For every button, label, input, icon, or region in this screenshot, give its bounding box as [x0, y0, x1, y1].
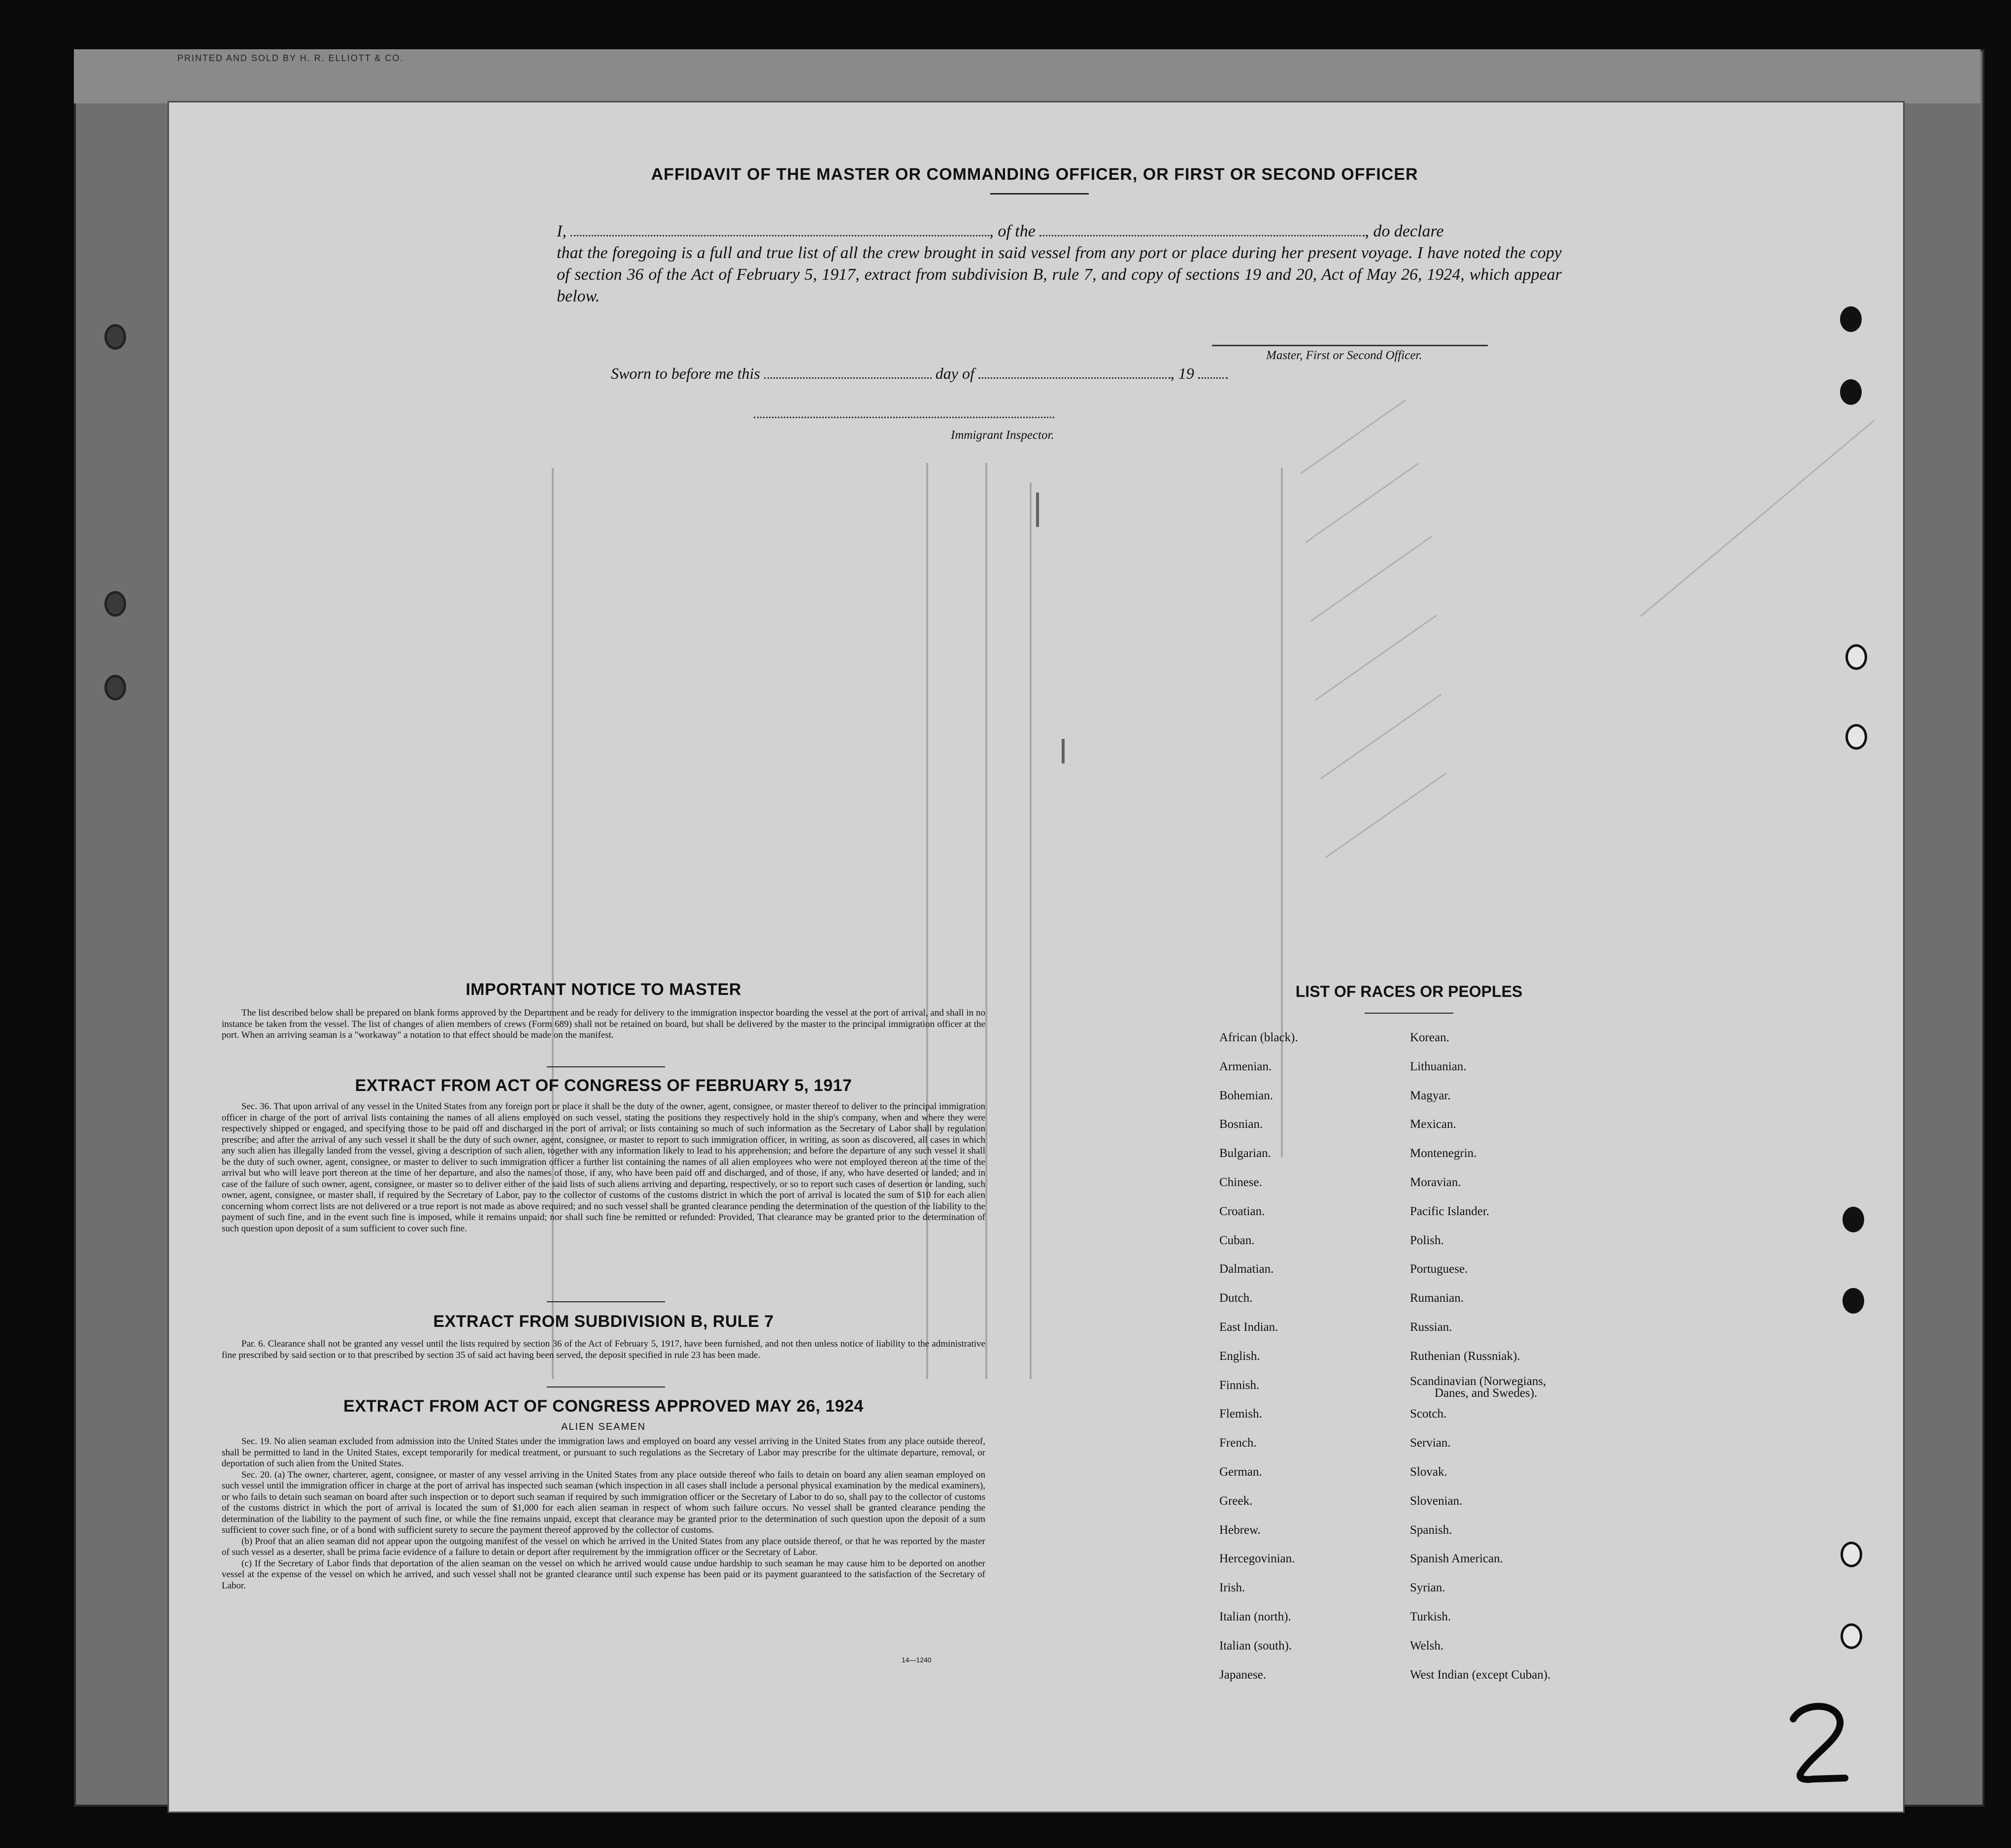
binder-hole	[104, 591, 126, 617]
race-item-line: Scandinavian (Norwegians,	[1410, 1374, 1546, 1388]
race-item: Moravian.	[1410, 1175, 1461, 1189]
notice-heading: IMPORTANT NOTICE TO MASTER	[466, 980, 741, 999]
affidavit-text	[557, 221, 1562, 307]
extract-1917-text	[222, 1101, 985, 1234]
race-item: Flemish.	[1219, 1407, 1262, 1421]
race-item: Chinese.	[1219, 1175, 1262, 1189]
race-item: Hercegovinian.	[1219, 1552, 1295, 1566]
extract-1924-text	[222, 1436, 985, 1591]
bleed-through-rule	[926, 463, 928, 1379]
sworn-statement	[611, 364, 1228, 383]
race-item: Portuguese.	[1410, 1262, 1468, 1276]
race-item: Welsh.	[1410, 1639, 1444, 1652]
binder-hole	[104, 675, 126, 700]
inspector-signature-label: Immigrant Inspector.	[951, 429, 1054, 442]
handwritten-page-number	[1783, 1699, 1852, 1788]
race-item: Lithuanian.	[1410, 1059, 1467, 1073]
race-item: Dutch.	[1219, 1291, 1253, 1305]
race-item: Japanese.	[1219, 1668, 1267, 1682]
vessel-blank-field[interactable]	[1039, 222, 1365, 236]
notice-paragraph: The list described below shall be prepared on blank forms approved by the Department and be ready for delivery to the immigration inspector boarding the vessel at the port of arrival, and shall in no instance be taken from the vessel. The list of changes of alien members of crews (Form 689) shall not be retained on board, but shall be delivered by the master to the principal immigration officer at the port. When an arriving seaman is a "workaway" a notation to that effect should be made on the manifest.	[222, 1008, 985, 1040]
sec-36-paragraph: Sec. 36. That upon arrival of any vessel in the United States from any foreign port or place it shall be the duty of the owner, agent, consignee, or master thereof to deliver to the principal immigration officer in charge of the port of arrival lists containing the names of all aliens employed on such vessel, stating the positions they respectively hold in the ship's company, when and where they were respectively shipped or engaged, and specifying those to be paid off and discharged in the port of arrival; or lists containing so much of such information as the Secretary of Labor shall by regulation prescribe; and after the arrival of any such vessel it shall be the duty of such owner, agent, consignee, or master to report to such immigration officer, in writing, as soon as discovered, all cases in which any such alien has illegally landed from the vessel, giving a description of such alien, together with any information likely to lead to his apprehension; and before the departure of any such vessel it shall be the duty of such owner, agent, consignee, or master to deliver to such immigration officer a further list containing the names of all alien employees who were not employed thereon at the time of the arrival but who will leave port thereon at the time of her departure, and also the names of those, if any, who have been paid off and discharged, and of those, if any, who have deserted or landed; and in case of the failure of such owner, agent, consignee, or master so to deliver either of the said lists of such aliens arriving and departing, respectively, or so to report such cases of desertion or landing, such owner, agent, consignee, or master shall, if required by the Secretary of Labor, pay to the collector of customs of the customs district in which the port of arrival is located the sum of $10 for each alien concerning whom correct lists are not delivered or a true report is not made as above required; and no such vessel shall be granted clearance pending the determination of the question of the liability to the payment of such fine, and in the event such fine is imposed, while it remains unpaid; nor shall such fine be remitted or refunded: Provided, That clearance may be granted prior to the determination of such question upon deposit of a sum sufficient to cover such fine.	[222, 1101, 985, 1234]
race-item: Mexican.	[1410, 1118, 1456, 1131]
binder-hole	[1843, 1207, 1864, 1232]
race-item: West Indian (except Cuban).	[1410, 1668, 1551, 1682]
printer-imprint: PRINTED AND SOLD BY H. R. ELLIOTT & CO.	[177, 53, 404, 63]
race-item: Bulgarian.	[1219, 1147, 1271, 1160]
race-item	[1410, 1371, 1550, 1400]
race-item: Scotch.	[1410, 1407, 1447, 1421]
race-item: Rumanian.	[1410, 1291, 1464, 1305]
alien-seamen-subheading: ALIEN SEAMEN	[561, 1421, 646, 1432]
extract-rule7-heading: EXTRACT FROM SUBDIVISION B, RULE 7	[433, 1312, 774, 1331]
races-divider	[1365, 1013, 1453, 1014]
race-item: Spanish.	[1410, 1523, 1452, 1537]
section-divider	[547, 1386, 665, 1387]
affidavit-of-the: , of the	[989, 222, 1036, 240]
races-heading: LIST OF RACES OR PEOPLES	[1295, 983, 1523, 1000]
binder-hole	[1843, 1288, 1864, 1314]
race-item: English.	[1219, 1349, 1260, 1363]
race-item: Spanish American.	[1410, 1552, 1503, 1566]
binder-hole	[1845, 724, 1867, 750]
title-underline	[990, 193, 1089, 195]
pen-mark	[1036, 493, 1039, 527]
inspector-signature-line[interactable]	[754, 417, 1054, 418]
race-item: Finnish.	[1219, 1378, 1260, 1392]
race-item: Russian.	[1410, 1320, 1452, 1334]
race-item: Armenian.	[1219, 1059, 1272, 1073]
binder-hole	[104, 324, 126, 350]
notice-text	[222, 1008, 985, 1041]
sworn-day-of: day of	[935, 364, 974, 382]
extract-1924-heading: EXTRACT FROM ACT OF CONGRESS APPROVED MAY 26, 1924	[343, 1397, 864, 1416]
race-item: Greek.	[1219, 1494, 1253, 1508]
extract-rule7-text	[222, 1339, 985, 1361]
races-list-left	[1219, 1023, 1298, 1689]
bleed-through-rule	[552, 468, 554, 1379]
race-item: Slovak.	[1410, 1465, 1447, 1479]
pen-mark	[1062, 739, 1065, 763]
sec-20a-paragraph: Sec. 20. (a) The owner, charterer, agent, consignee, or master of any vessel arriving in the United States from any place outside thereof who fails to detain on board any alien seaman employed on such vessel until the immigration officer in charge at the port of arrival has inspected such seaman (which inspection in all cases shall include a personal physical examination by the medical examiners), or who fails to detain such seaman on board after such inspection or to deport such seaman if required by such immigration officer or the Secretary of Labor to do so, shall pay to the collector of customs of the customs district in which the port of arrival is located the sum of $1,000 for each alien seaman in respect of whom such failure occurs. No vessel shall be granted clearance pending the determination of the liability to the payment of such fine, or while the fine remains unpaid, except that clearance may be granted prior to the determination of such question upon the deposit of a sum sufficient to cover such fine, or of a bond with sufficient surety to secure the payment thereof approved by the collector of customs.	[222, 1469, 985, 1535]
race-item: Montenegrin.	[1410, 1147, 1477, 1160]
sworn-year-prefix: , 19	[1170, 364, 1194, 382]
sec-19-paragraph: Sec. 19. No alien seaman excluded from admission into the United States under the immigration laws and employed on board any vessel arriving in the United States from any place outside thereof, shall be permitted to land in the United States, except temporarily for medical treatment, or pursuant to such regulations as the Secretary of Labor may prescribe for the ultimate departure, removal, or deportation of such alien from the United States.	[222, 1436, 985, 1469]
extract-1917-heading: EXTRACT FROM ACT OF CONGRESS OF FEBRUARY 5, 1917	[355, 1076, 852, 1095]
race-item: Bosnian.	[1219, 1118, 1263, 1131]
races-list-right	[1410, 1023, 1550, 1689]
affidavit-i: I,	[557, 222, 567, 240]
sworn-day-field[interactable]	[764, 364, 932, 379]
sec-20c-paragraph: (c) If the Secretary of Labor finds that deportation of the alien seaman on the vessel on which he arrived would cause undue hardship to such seaman he may cause him to be deported on another vessel at the expense of the vessel on which he arrived, and such vessel shall not be granted clearance until such expense has been paid or its payment guaranteed to the satisfaction of the Secretary of Labor.	[222, 1558, 985, 1591]
race-item: Bohemian.	[1219, 1089, 1274, 1102]
section-divider	[547, 1301, 665, 1302]
par-6-paragraph: Par. 6. Clearance shall not be granted any vessel until the lists required by section 36 of the Act of February 5, 1917, have been furnished, and not then unless notice of liability to the administrative fine prescribed by said section or to that prescribed by section 35 of said act having been served, the deposit specified in rule 23 has been made.	[222, 1339, 985, 1360]
race-item: German.	[1219, 1465, 1262, 1479]
race-item: Italian (north).	[1219, 1610, 1291, 1623]
section-divider	[547, 1066, 665, 1067]
binder-hole	[1840, 306, 1862, 332]
sworn-month-field[interactable]	[978, 364, 1171, 379]
form-number: 14—1240	[902, 1656, 932, 1664]
affidavit-do-declare: , do declare	[1365, 222, 1444, 240]
race-item: Korean.	[1410, 1031, 1449, 1044]
bleed-through-rule	[1030, 483, 1032, 1379]
race-item: Cuban.	[1219, 1233, 1255, 1247]
race-item: East Indian.	[1219, 1320, 1278, 1334]
race-item: Italian (south).	[1219, 1639, 1292, 1652]
race-item: Polish.	[1410, 1233, 1444, 1247]
name-blank-field[interactable]	[570, 222, 989, 236]
race-item: French.	[1219, 1436, 1257, 1450]
master-signature-label: Master, First or Second Officer.	[1266, 349, 1422, 362]
race-item: African (black).	[1219, 1031, 1298, 1044]
bleed-through-rule	[985, 463, 987, 1379]
sworn-year-field[interactable]	[1198, 364, 1228, 379]
affidavit-title: AFFIDAVIT OF THE MASTER OR COMMANDING OFFICER, OR FIRST OR SECOND OFFICER	[651, 165, 1418, 184]
binder-hole	[1840, 379, 1862, 405]
race-item: Turkish.	[1410, 1610, 1451, 1623]
race-item: Hebrew.	[1219, 1523, 1261, 1537]
race-item: Slovenian.	[1410, 1494, 1463, 1508]
binder-hole	[1845, 644, 1867, 670]
binder-hole	[1841, 1542, 1862, 1567]
race-item: Magyar.	[1410, 1089, 1451, 1102]
master-signature-line[interactable]	[1212, 345, 1488, 346]
sec-20b-paragraph: (b) Proof that an alien seaman did not appear upon the outgoing manifest of the vessel on which he arrived in the United States from any place outside thereof, or that he was reported by the master of such vessel as a deserter, shall be prima facie evidence of a failure to detain or deport after requirement by the immigration officer or the Secretary of Labor.	[222, 1536, 985, 1557]
affidavit-body: that the foregoing is a full and true list of all the crew brought in said vessel from any port or place during her present voyage. I have noted the copy of section 36 of the Act of February 5, 1917, extract from subdivision B, rule 7, and copy of sections 19 and 20, Act of May 26, 1924, which appear below.	[557, 244, 1562, 305]
binder-hole	[1841, 1623, 1862, 1649]
sworn-prefix: Sworn to before me this	[611, 364, 760, 382]
race-item: Croatian.	[1219, 1204, 1265, 1218]
race-item: Dalmatian.	[1219, 1262, 1274, 1276]
race-item-line: Danes, and Swedes).	[1435, 1386, 1538, 1400]
race-item: Pacific Islander.	[1410, 1204, 1490, 1218]
race-item: Servian.	[1410, 1436, 1451, 1450]
race-item: Ruthenian (Russniak).	[1410, 1349, 1520, 1363]
race-item: Irish.	[1219, 1581, 1245, 1595]
race-item: Syrian.	[1410, 1581, 1445, 1595]
